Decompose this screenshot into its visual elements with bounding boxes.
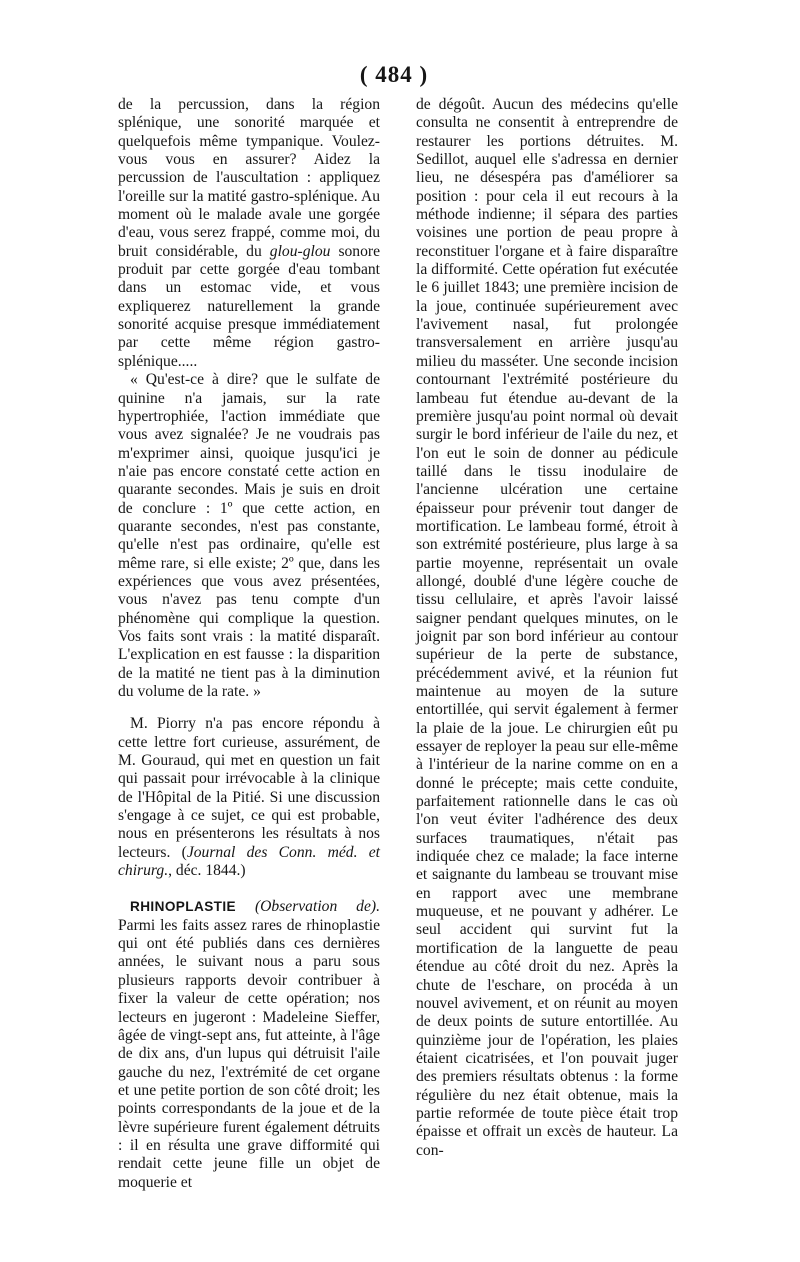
- paragraph-operation: de dégoût. Aucun des médecins qu'elle consulta ne consentit à entreprendre de restaurer les portions détruites. M. Sedillot, auquel elle s'adressa en dernier lieu, ne désespéra pas d'améliorer sa position : pour cela il eut recours à la méthode indienne; il sépara des parties voisines une portion de peau propre à reconstituer l'organe et à faire disparaître la difformité. Cette opération fut exécutée le 6 juillet 1843; une première incision de la joue, continuée supérieurement avec l'avivement nasal, fut prolongée transversalement en arrière jusqu'au milieu du masséter. Une seconde incision contournant l'extrémité postérieure du lambeau fut étendue au-devant de la première jusqu'au point normal où devait surgir le bord inférieur de l'aile du nez, et l'on eut le soin de donner au pédicule taillé dans le tissu inodulaire de l'ancienne ulcération une certaine épaisseur pour prévenir tout danger de mortification. Le lambeau formé, étroit à son extrémité postérieure, plus large à sa partie moyenne, représentait un ovale allongé, doublé d'une légère couche de tissu cellulaire, et après l'avoir laissé saigner pendant quelques minutes, on le joignit par son bord inférieur au contour supérieur de la perte de substance, précédemment avivé, et la réunion fut maintenue au moyen de la suture entortillée, qui servit également à fermer la plaie de la joue. Le chirurgien eût pu essayer de reployer la peau sur elle-même à l'intérieur de la narine comme on en a donné le précepte; mais cette conduite, parfaitement rationnelle dans le cas où l'on veut éviter l'adhérence des deux surfaces traumatiques, n'était pas indiquée chez ce malade; la face interne et saignante du lambeau se trouvant mise en rapport avec une membrane muqueuse, et ne pouvant y adhérer. Le seul accident qui survint fut la mortification de la languette de peau étendue au côté droit du nez. Après la chute de l'eschare, on procéda à un nouvel avivement, et on réunit au moyen de deux points de suture entortillée. Au quinzième jour de l'opération, les plaies étaient cicatrisées, et l'on pouvait juger des premiers résultats obtenus : la forme régulière du nez était obtenue, mais la partie reformée de toute pièce était trop épaisse et offrait un excès de hauteur. La con-: [416, 96, 678, 1159]
- paragraph-rhinoplastie: RHINOPLASTIE (Observation de). Parmi les faits assez rares de rhinoplastie qui ont été publiés dans ces dernières années, le suivant nous a paru sous plusieurs rapports devoir contribuer à fixer la valeur de cette opération; nos lecteurs en jugeront : Madeleine Sieffer, âgée de vingt-sept ans, fut atteinte, à l'âge de dix ans, d'un lupus qui détruisit l'aile gauche du nez, l'extrémité de cet organe et une petite portion de son côté droit; les points correspondants de la joue et de la lèvre supérieure furent également détruits : il en résulta une grave difformité qui rendait cette jeune fille un objet de moquerie et: [118, 898, 380, 1191]
- left-column: [118, 96, 380, 1192]
- section-heading: RHINOPLASTIE: [130, 899, 237, 915]
- paragraph-percussion: de la percussion, dans la région splénique, une sonorité marquée et quelquefois même tympanique. Voulez-vous vous en assurer? Aidez la percussion de l'auscultation : appliquez l'oreille sur la matité gastro-splénique. Au moment où le malade avale une gorgée d'eau, vous serez frappé, comme moi, du bruit considérable, du glou-glou sonore produit par cette gorgée d'eau tombant dans un estomac vide, et vous expliquerez naturellement la grande sonorité acquise presque immédiatement par cette même région gastro-splénique.....: [118, 96, 381, 370]
- paragraph-quote: « Qu'est-ce à dire? que le sulfate de quinine n'a jamais, sur la rate hypertrophiée, l'action immédiate que vous avez signalée? Je ne voudrais pas m'exprimer ainsi, quoique jusqu'ici je n'aie pas encore constaté cette action en quarante secondes. Mais je suis en droit de conclure : 1º que cette action, en quarante secondes, n'est pas constante, qu'elle n'est pas ordinaire, qu'elle est même rare, si elle existe; 2º que, dans les expériences que vous avez présentées, vous n'avez pas tenu compte d'un phénomène qui complique la question. Vos faits sont vrais : la matité disparaît. L'explication en est fausse : la disparition de la matité ne tient pas à la diminution du volume de la rate. »: [118, 371, 380, 700]
- paragraph-piorry: M. Piorry n'a pas encore répondu à cette lettre fort curieuse, assurément, de M. Gouraud, qui met en question un fait qui passait pour irrévocable à la clinique de l'Hôpital de la Pitié. Si une discussion s'engage à ce sujet, ce qui est probable, nous en présenterons les résultats à nos lecteurs. (Journal des Conn. méd. et chirurg., déc. 1844.): [118, 715, 380, 880]
- right-column: [416, 96, 678, 1160]
- page-number: ( 484 ): [359, 62, 429, 87]
- section-heading-sub: (Observation de).: [254, 898, 380, 916]
